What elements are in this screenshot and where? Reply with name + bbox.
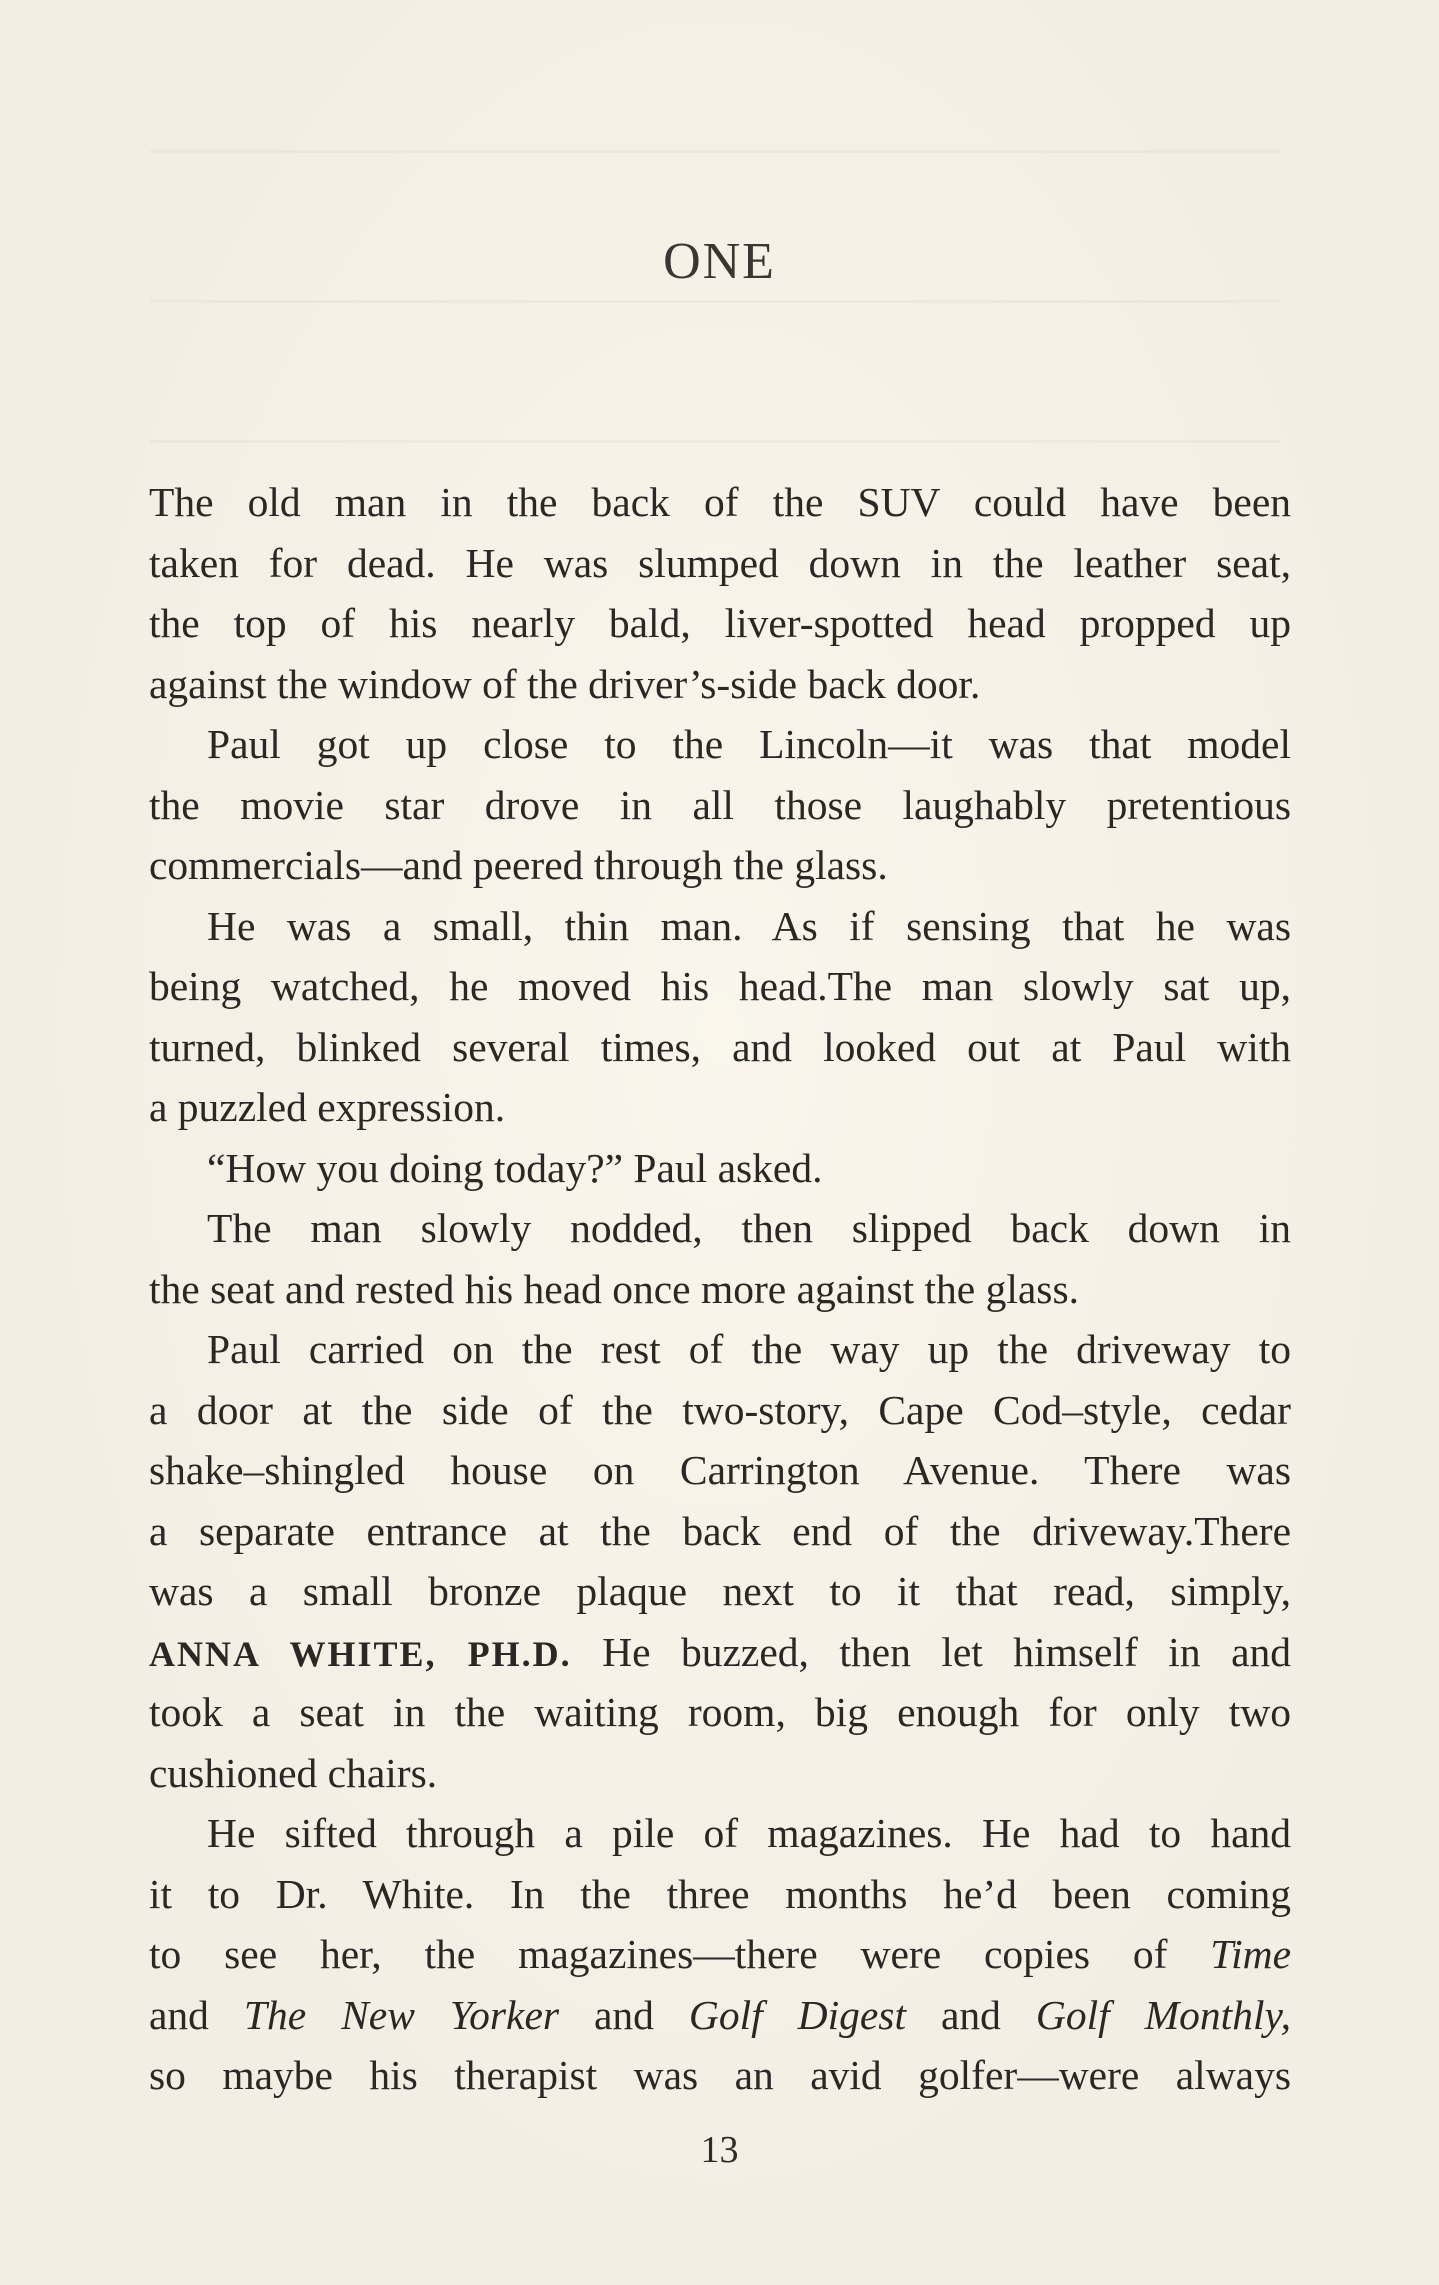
text-line: the movie star drove in all those laughably pretentious xyxy=(149,781,1291,828)
text-line: took a seat in the waiting room, big enough for only two xyxy=(149,1689,1291,1735)
show-through-line xyxy=(150,440,1280,443)
chapter-title: ONE xyxy=(663,233,776,290)
magazine-title: Time xyxy=(1210,1931,1291,1977)
text-line: “How you doing today?” Paul asked. xyxy=(207,1144,823,1191)
text-line: The man slowly nodded, then slipped back down in xyxy=(207,1205,1291,1251)
text-line xyxy=(149,1924,1291,1985)
text-run: and xyxy=(559,1991,689,2038)
text-run: to see her, the magazines—there were copies of xyxy=(149,1931,1211,1977)
page-number: 13 xyxy=(700,2129,739,2171)
body-text xyxy=(149,472,1291,2106)
text-line: Paul got up close to the Lincoln—it was that model xyxy=(207,721,1291,767)
text-line: being watched, he moved his head.The man slowly sat up, xyxy=(149,963,1291,1009)
text-line: Paul carried on the rest of the way up the driveway to xyxy=(207,1326,1291,1372)
text-line: turned, blinked several times, and looked out at Paul with xyxy=(149,1023,1291,1070)
magazine-title: The New Yorker xyxy=(243,1991,560,2038)
text-line: was a small bronze plaque next to it that read, simply, xyxy=(149,1568,1291,1614)
magazine-title: Golf Digest xyxy=(688,1991,906,2038)
text-line: The old man in the back of the SUV could have been xyxy=(149,479,1291,525)
show-through-line xyxy=(150,300,1280,303)
text-line: He sifted through a pile of magazines. He had to hand xyxy=(207,1810,1291,1856)
text-line: shake–shingled house on Carrington Avenue. There was xyxy=(149,1447,1291,1493)
text-line: taken for dead. He was slumped down in the leather seat, xyxy=(149,539,1291,586)
magazine-title: Golf Monthly, xyxy=(1035,1991,1291,2038)
text-line: a door at the side of the two-story, Cape Cod–style, cedar xyxy=(149,1386,1291,1433)
text-line xyxy=(149,1985,1291,2046)
text-line: so maybe his therapist was an avid golfer—were always xyxy=(149,2052,1291,2098)
text-line: commercials—and peered through the glass. xyxy=(149,842,888,888)
plaque-text: ANNA WHITE, PH.D. xyxy=(149,1633,572,1674)
text-line: against the window of the driver’s-side back door. xyxy=(149,660,981,707)
text-line: it to Dr. White. In the three months he’d been coming xyxy=(149,1870,1291,1917)
text-line: He was a small, thin man. As if sensing that he was xyxy=(207,902,1291,949)
text-run: He buzzed, then let himself in and xyxy=(571,1628,1291,1675)
text-line xyxy=(149,1622,1291,1683)
text-line: the seat and rested his head once more against the glass. xyxy=(149,1265,1079,1312)
text-line: the top of his nearly bald, liver-spotted head propped up xyxy=(149,600,1291,646)
text-line: a puzzled expression. xyxy=(149,1084,506,1130)
text-run: and xyxy=(906,1991,1036,2038)
text-line: cushioned chairs. xyxy=(149,1749,438,1796)
show-through-line xyxy=(150,150,1280,153)
text-run: and xyxy=(149,1991,244,2038)
text-line: a separate entrance at the back end of the driveway.There xyxy=(149,1507,1291,1554)
